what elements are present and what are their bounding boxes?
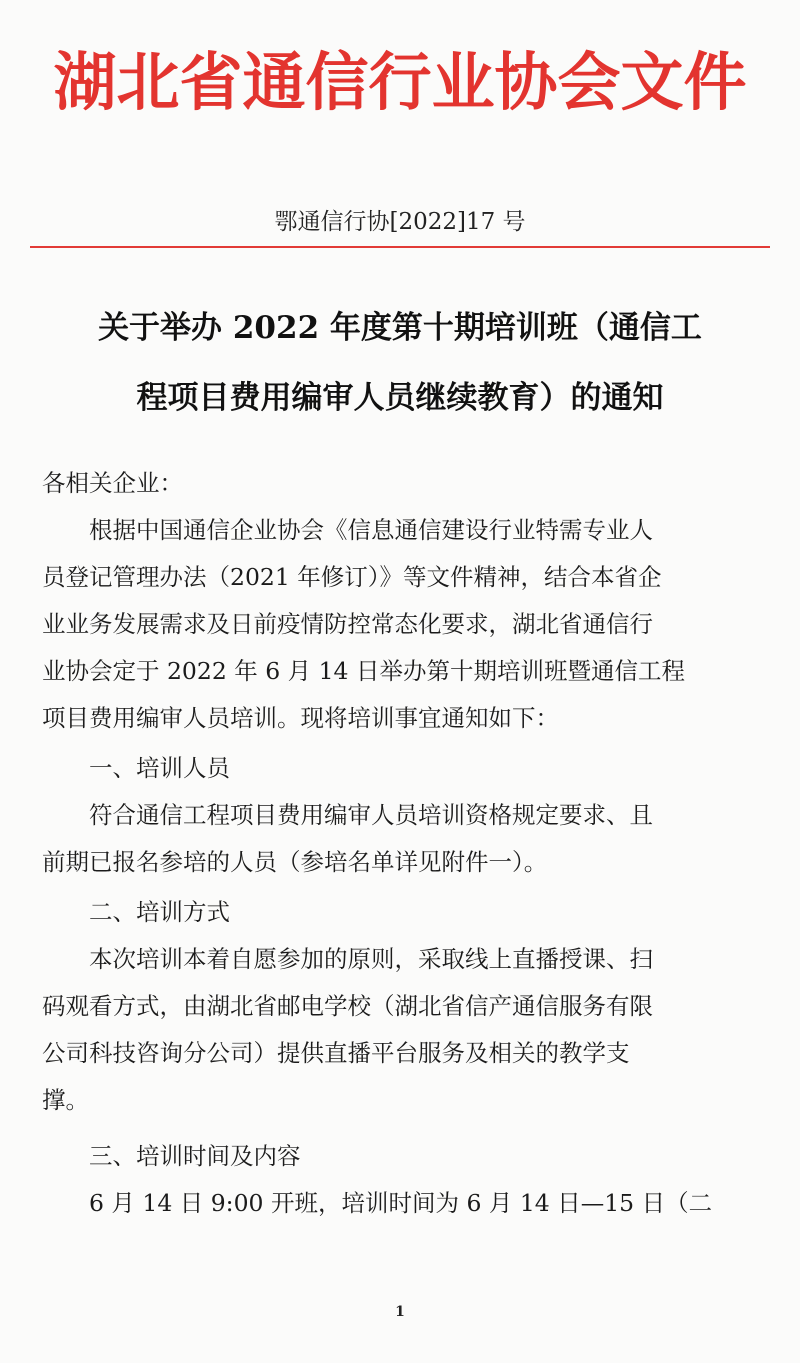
section-2-paragraph [42, 936, 766, 1124]
intro-line: 根据中国通信企业协会《信息通信建设行业特需专业人 [89, 516, 653, 544]
intro-line: 业协会定于 2022 年 6 月 14 日举办第十期培训班暨通信工程 [42, 657, 685, 685]
notice-title-line-1: 关于举办 2022 年度第十期培训班（通信工 [98, 310, 702, 346]
section-2-line: 公司科技咨询分公司）提供直播平台服务及相关的教学支 [42, 1039, 630, 1067]
notice-title [30, 293, 770, 433]
section-3-line: 6 月 14 日 9:00 开班，培训时间为 6 月 14 日—15 日（二 [89, 1189, 713, 1217]
page-number: 1 [395, 1304, 405, 1320]
red-divider-line [30, 246, 770, 248]
document-number: 鄂通信行协[2022]17 号 [274, 209, 526, 235]
salutation-text: 各相关企业： [42, 469, 183, 497]
paragraph-gap [42, 1124, 766, 1130]
intro-line: 项目费用编审人员培训。现将培训事宜通知如下： [42, 704, 559, 732]
section-3-paragraph [42, 1180, 766, 1227]
section-1-line: 符合通信工程项目费用编审人员培训资格规定要求、且 [89, 801, 653, 829]
section-3-heading-text: 三、培训时间及内容 [89, 1142, 301, 1170]
section-1-paragraph [42, 792, 766, 886]
section-2-line: 本次培训本着自愿参加的原则，采取线上直播授课、扫 [89, 945, 653, 973]
section-3-heading [42, 1133, 766, 1180]
intro-line: 员登记管理办法（2021 年修订）》等文件精神，结合本省企 [42, 563, 662, 591]
salutation [42, 460, 766, 507]
section-1-heading-text: 一、培训人员 [89, 754, 230, 782]
section-2-line: 撑。 [42, 1086, 89, 1114]
section-2-heading-text: 二、培训方式 [89, 898, 230, 926]
intro-line: 业业务发展需求及日前疫情防控常态化要求，湖北省通信行 [42, 610, 653, 638]
section-2-line: 码观看方式，由湖北省邮电学校（湖北省信产通信服务有限 [42, 992, 653, 1020]
notice-title-line-2: 程项目费用编审人员继续教育）的通知 [136, 380, 664, 416]
section-2-heading [42, 889, 766, 936]
intro-paragraph [42, 507, 766, 742]
organization-header-title: 湖北省通信行业协会文件 [53, 46, 747, 119]
section-1-line: 前期已报名参培的人员（参培名单详见附件一）。 [42, 848, 548, 876]
section-1-heading [42, 745, 766, 792]
notice-body [42, 460, 766, 1227]
